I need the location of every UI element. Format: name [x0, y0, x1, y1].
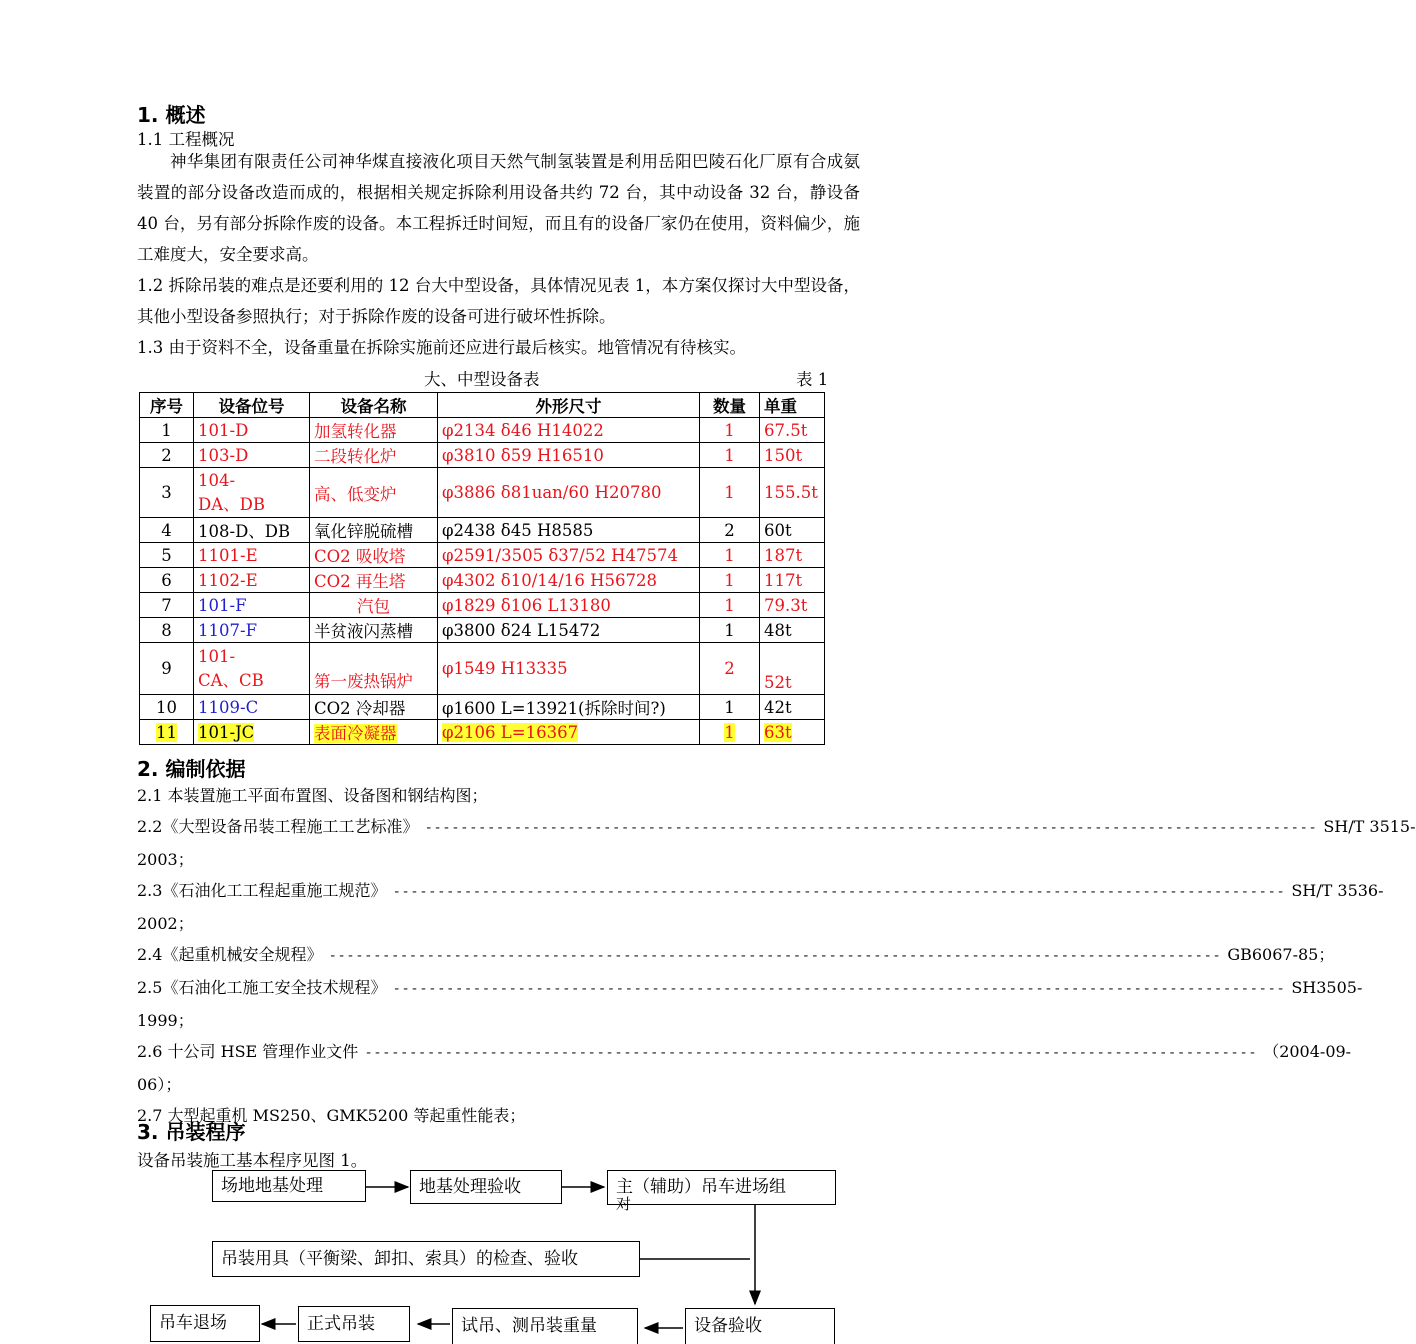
- reference-standard: SH/T 3536-: [1291, 881, 1384, 900]
- cell-dim: φ2438 δ45 H8585: [438, 518, 700, 543]
- flow-step-rigging-inspection: 吊装用具（平衡梁、卸扣、索具）的检查、验收: [212, 1241, 640, 1277]
- cell-tag-line1: 104-: [198, 470, 236, 490]
- highlighted-text: 1: [724, 722, 735, 742]
- cell-no: 8: [140, 618, 194, 643]
- flow-step-site-foundation: 场地地基处理: [212, 1170, 366, 1202]
- header-weight: 单重: [760, 393, 825, 418]
- reference-2-7: 2.7 大型起重机 MS250、GMK5200 等起重性能表；: [137, 1106, 526, 1125]
- subsection-1-1-title: 1.1 工程概况: [137, 130, 235, 149]
- cell-qty: 1: [700, 593, 760, 618]
- cell-weight: 48t: [760, 618, 825, 643]
- cell-tag: 108-D、DB: [194, 518, 310, 543]
- cell-weight: 150t: [760, 443, 825, 468]
- cell-tag: 1101-E: [194, 543, 310, 568]
- cell-no: 2: [140, 443, 194, 468]
- cell-tag-line2: DA、DB: [198, 494, 265, 514]
- cell-qty: 1: [700, 618, 760, 643]
- cell-dim: φ2134 δ46 H14022: [438, 418, 700, 443]
- cell-no: 9: [140, 643, 194, 695]
- cell-dim: φ4302 δ10/14/16 H56728: [438, 568, 700, 593]
- reference-title: 2.6 十公司 HSE 管理作业文件: [137, 1042, 359, 1061]
- cell-no: 10: [140, 695, 194, 720]
- cell-name: CO2 再生塔: [310, 568, 438, 593]
- cell-name: 第一废热锅炉: [310, 643, 438, 695]
- cell-dim: φ1549 H13335: [438, 643, 700, 695]
- flow-step-foundation-acceptance: 地基处理验收: [410, 1170, 562, 1204]
- cell-weight: 67.5t: [760, 418, 825, 443]
- leader-dashes: ----------------------------------------------------------------------------------------------------: [328, 948, 1222, 964]
- cell-tag-line1: 101-: [198, 646, 236, 666]
- reference-2-1: 2.1 本装置施工平面布置图、设备图和钢结构图；: [137, 786, 488, 805]
- section-3-title: 3. 吊装程序: [137, 1120, 246, 1144]
- cell-no: 3: [140, 468, 194, 518]
- cell-no: 5: [140, 543, 194, 568]
- cell-no: 7: [140, 593, 194, 618]
- highlighted-text: 101-JC: [198, 722, 255, 742]
- cell-dim: φ3886 δ81uan/60 H20780: [438, 468, 700, 518]
- header-no: 序号: [140, 393, 194, 418]
- paragraph-1-3: 1.3 由于资料不全，设备重量在拆除实施前还应进行最后核实。地管情况有待核实。: [137, 338, 746, 357]
- flow-step-formal-lift: 正式吊装: [298, 1306, 410, 1342]
- highlighted-text: φ2106 L=16367: [442, 722, 579, 742]
- cell-no: 1: [140, 418, 194, 443]
- cell-qty: 2: [700, 643, 760, 695]
- header-dimensions: 外形尺寸: [438, 393, 700, 418]
- leader-dashes: ----------------------------------------------------------------------------------------------------: [364, 1045, 1258, 1061]
- leader-dashes: ----------------------------------------------------------------------------------------------------: [424, 820, 1318, 836]
- reference-tail: 2003；: [137, 850, 194, 869]
- cell-dim: φ2591/3505 δ37/52 H47574: [438, 543, 700, 568]
- cell-qty: 1: [700, 543, 760, 568]
- highlighted-text: 11: [156, 722, 177, 742]
- cell-tag-line2: CA、CB: [198, 670, 264, 690]
- cell-name: 氧化锌脱硫槽: [310, 518, 438, 543]
- flow-step-equipment-acceptance: 设备验收: [685, 1308, 835, 1344]
- cell-tag: 103-D: [194, 443, 310, 468]
- cell-name: CO2 吸收塔: [310, 543, 438, 568]
- cell-weight: 155.5t: [760, 468, 825, 518]
- cell-name: 汽包: [310, 593, 438, 618]
- leader-dashes: ----------------------------------------------------------------------------------------------------: [392, 884, 1286, 900]
- reference-title: 2.4《起重机械安全规程》: [137, 945, 323, 964]
- cell-tag: 1109-C: [194, 695, 310, 720]
- header-name: 设备名称: [310, 393, 438, 418]
- paragraph-1-2: 1.2 拆除吊装的难点是还要利用的 12 台大中型设备，具体情况见表 1，本方案仅探讨大中型设备，其他小型设备参照执行；对于拆除作废的设备可进行破坏性拆除。: [137, 276, 860, 326]
- cell-weight: 42t: [760, 695, 825, 720]
- table-label: 表 1: [796, 370, 829, 389]
- reference-title: 2.3《石油化工工程起重施工规范》: [137, 881, 387, 900]
- cell-name: 加氢转化器: [310, 418, 438, 443]
- cell-name: CO2 冷却器: [310, 695, 438, 720]
- cell-dim: φ3800 δ24 L15472: [438, 618, 700, 643]
- reference-standard: SH/T 3515-: [1323, 817, 1416, 836]
- cell-dim: φ1829 δ106 L13180: [438, 593, 700, 618]
- reference-tail: 06）；: [137, 1075, 182, 1094]
- cell-weight: 187t: [760, 543, 825, 568]
- cell-weight: 52t: [760, 643, 825, 695]
- flow-step-crane-entry-line1: 主（辅助）吊车进场组: [616, 1177, 786, 1197]
- cell-tag: 1102-E: [194, 568, 310, 593]
- flow-step-crane-entry-line2: 对: [616, 1195, 632, 1213]
- cell-qty: 1: [700, 695, 760, 720]
- cell-no: 6: [140, 568, 194, 593]
- cell-dim: φ1600 L=13921(拆除时间?): [438, 695, 700, 720]
- cell-name: 半贫液闪蒸槽: [310, 618, 438, 643]
- flow-intro: 设备吊装施工基本程序见图 1。: [137, 1151, 368, 1170]
- cell-no: 4: [140, 518, 194, 543]
- cell-tag: 101-D: [194, 418, 310, 443]
- section-1-title: 1. 概述: [137, 103, 206, 127]
- flow-step-trial-lift: 试吊、测吊装重量: [452, 1308, 638, 1344]
- header-qty: 数量: [700, 393, 760, 418]
- cell-weight: 60t: [760, 518, 825, 543]
- reference-title: 2.2《大型设备吊装工程施工工艺标准》: [137, 817, 419, 836]
- reference-title: 2.5《石油化工施工安全技术规程》: [137, 978, 387, 997]
- cell-name: 高、低变炉: [310, 468, 438, 518]
- cell-dim: φ3810 δ59 H16510: [438, 443, 700, 468]
- highlighted-text: 63t: [764, 722, 792, 742]
- cell-qty: 1: [700, 418, 760, 443]
- paragraph-overview: 神华集团有限责任公司神华煤直接液化项目天然气制氢装置是利用岳阳巴陵石化厂原有合成氨装置的部分设备改造而成的，根据相关规定拆除利用设备共约 72 台，其中动设备 32 台，静设备 40 台，另有部分拆除作废的设备。本工程拆迁时间短，而且有的设备厂家仍在使用，资料偏少，施工难度大，安全要求高。: [137, 152, 860, 264]
- cell-name: 二段转化炉: [310, 443, 438, 468]
- reference-standard: GB6067-85；: [1227, 945, 1335, 964]
- flow-step-crane-exit: 吊车退场: [150, 1305, 260, 1342]
- flow-step-crane-entry: [607, 1170, 836, 1213]
- cell-tag: 101-F: [194, 593, 310, 618]
- leader-dashes: ----------------------------------------------------------------------------------------------------: [392, 981, 1286, 997]
- cell-weight: 117t: [760, 568, 825, 593]
- header-tag: 设备位号: [194, 393, 310, 418]
- reference-tail: 1999；: [137, 1011, 194, 1030]
- reference-standard: SH3505-: [1291, 978, 1363, 997]
- cell-tag: 1107-F: [194, 618, 310, 643]
- cell-qty: 1: [700, 568, 760, 593]
- reference-tail: 2002；: [137, 914, 194, 933]
- cell-weight: 79.3t: [760, 593, 825, 618]
- cell-qty: 1: [700, 443, 760, 468]
- section-2-title: 2. 编制依据: [137, 757, 246, 781]
- cell-qty: 2: [700, 518, 760, 543]
- highlighted-text: 表面冷凝器: [314, 724, 397, 743]
- reference-standard: （2004-09-: [1263, 1042, 1352, 1061]
- table-caption: 大、中型设备表: [424, 370, 540, 389]
- cell-qty: 1: [700, 468, 760, 518]
